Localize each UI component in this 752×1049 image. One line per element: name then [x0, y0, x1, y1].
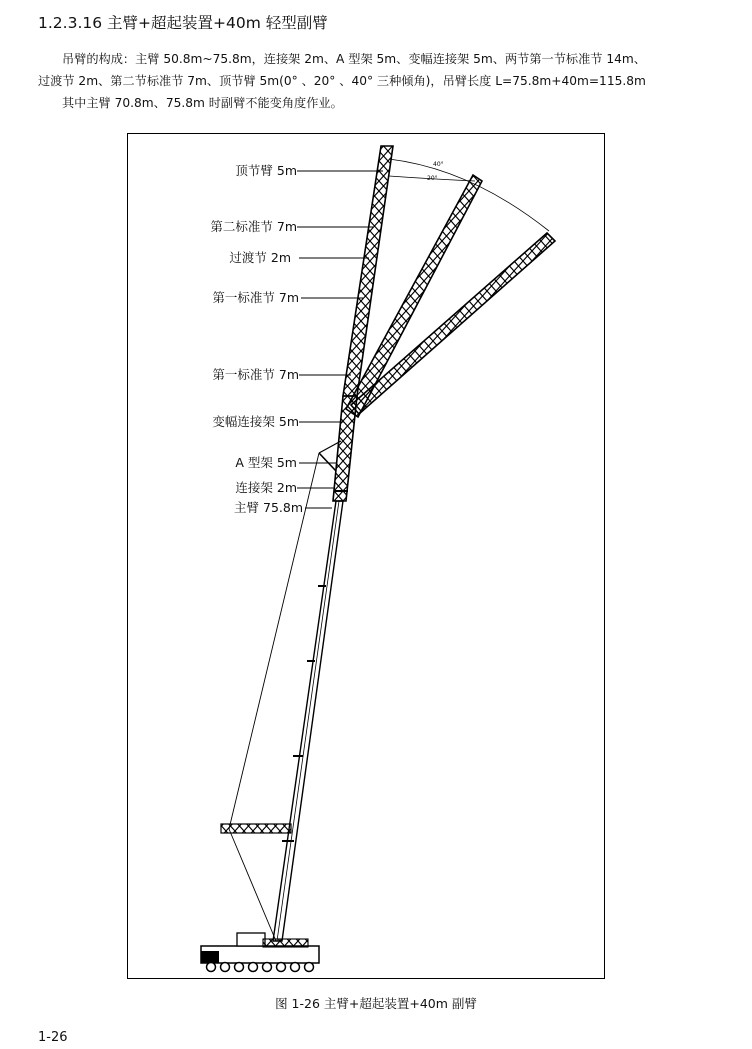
composition-line-1: 吊臂的构成：主臂 50.8m~75.8m，连接架 2m、A 型架 5m、变幅连接架 5m、两节第一节标准节 14m、 — [62, 52, 646, 66]
label-connector: 连接架 2m — [235, 480, 297, 495]
superlift-tray — [221, 824, 291, 833]
composition-paragraph — [38, 48, 718, 92]
angle-label-20: 20° — [427, 175, 438, 182]
label-first-standard-lower: 第一标准节 7m — [212, 367, 299, 382]
main-boom — [273, 501, 343, 941]
label-transition: 过渡节 2m — [229, 250, 291, 265]
label-luffing-connector: 变幅连接架 5m — [212, 414, 299, 429]
section-heading: 1.2.3.16 主臂+超起装置+40m 轻型副臂 — [38, 14, 328, 32]
figure-caption: 图 1-26 主臂+超起装置+40m 副臂 — [275, 996, 477, 1011]
component-labels — [210, 163, 303, 515]
jib-40-degree — [351, 233, 555, 414]
label-first-standard-upper: 第一标准节 7m — [212, 290, 299, 305]
label-top-section: 顶节臂 5m — [235, 163, 297, 178]
crane-carrier — [201, 933, 319, 972]
angle-label-40: 40° — [433, 161, 444, 168]
restriction-paragraph: 其中主臂 70.8m、75.8m 时副臂不能变角度作业。 — [62, 96, 343, 110]
label-main-boom: 主臂 75.8m — [234, 500, 303, 515]
label-second-standard: 第二标准节 7m — [210, 219, 297, 234]
crane-figure — [127, 133, 605, 979]
crane-drawing — [128, 134, 604, 978]
page-number: 1-26 — [38, 1030, 68, 1045]
label-a-frame: A 型架 5m — [235, 455, 297, 470]
composition-line-2: 过渡节 2m、第二节标准节 7m、顶节臂 5m(0° 、20° 、40° 三种倾角)，吊臂长度 L=75.8m+40m=115.8m — [38, 74, 646, 88]
